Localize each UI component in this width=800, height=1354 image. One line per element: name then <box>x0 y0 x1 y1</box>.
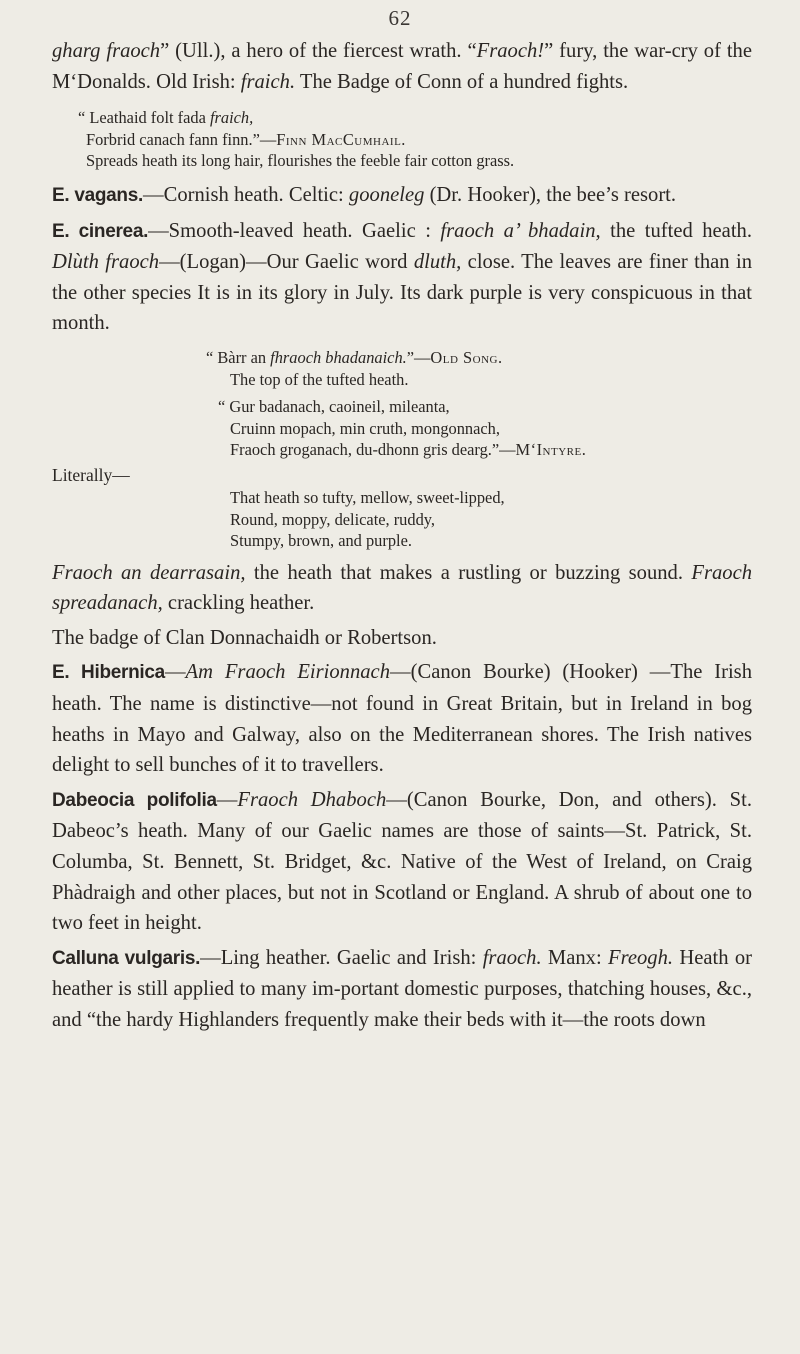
text-run: —Cornish heath. Celtic: <box>143 183 349 206</box>
literally-label: Literally— <box>52 464 130 485</box>
text-run: ” fury, the war-cry of the M‘Donalds. Old Irish: <box>52 40 752 93</box>
text-run: —Ling heather. Gaelic and Irish: <box>200 946 483 969</box>
entry-erica-vagans <box>52 180 752 212</box>
italic-term: fhraoch bhadanaich. <box>270 347 407 367</box>
text-run: Manx: <box>541 946 609 969</box>
italic-term: fraich, <box>209 108 254 128</box>
species-name: E. vagans. <box>52 184 143 206</box>
verse-line <box>230 439 752 461</box>
italic-term: Dlùth fraoch <box>52 251 160 274</box>
italic-term: Fraoch an dearrasain, <box>52 561 246 584</box>
text-run: ” (Ull.), a hero of the fiercest wrath. “ <box>160 40 477 62</box>
verse-line: Cruinn mopach, min cruth, mongonnach, <box>230 418 500 438</box>
literal-translation <box>230 487 752 552</box>
entry-erica-cinerea <box>52 216 752 339</box>
verse-line: Stumpy, brown, and purple. <box>230 531 412 551</box>
attribution: Finn MacCumhail. <box>276 129 406 149</box>
text-run: “ Leathaid folt fada <box>78 108 210 128</box>
page-body <box>52 36 752 1036</box>
paragraph-fraoch-war-cry <box>52 36 752 97</box>
attribution: Old Song. <box>430 347 503 367</box>
italic-term: Freogh. <box>608 946 674 969</box>
italic-term: dluth, <box>413 251 462 274</box>
italic-term: fraoch a’ bhadain, <box>440 219 601 242</box>
italic-term: Fraoch Dhaboch <box>237 788 387 811</box>
italic-term: Fraoch! <box>476 40 545 62</box>
verse-line: “ Gur badanach, caoineil, mileanta, <box>218 397 450 417</box>
verse-line <box>206 347 752 369</box>
italic-term: fraich. <box>240 70 296 93</box>
text-run: The Badge of Conn of a hundred fights. <box>295 70 629 93</box>
italic-term: gooneleg <box>348 183 425 206</box>
attribution: M‘Intyre. <box>515 440 587 460</box>
species-name: E. cinerea. <box>52 220 149 242</box>
text-run: — <box>216 788 238 811</box>
text-run: “ Bàrr an <box>206 347 271 367</box>
italic-term: fraoch. <box>482 946 542 969</box>
entry-erica-hibernica <box>52 657 752 780</box>
verse-quote-song <box>206 347 752 461</box>
text-run: ”— <box>406 347 431 367</box>
text-run: the heath that makes a rustling or buzzing sound. <box>245 561 692 584</box>
species-name: E. Hibernica <box>52 662 165 684</box>
verse-line: Spreads heath its long hair, flourishes the feeble fair cotton grass. <box>86 151 515 171</box>
text-run: the tufted heath. <box>600 219 752 242</box>
verse-line: That heath so tufty, mellow, sweet-lipped, <box>230 487 505 507</box>
verse-line <box>78 107 752 129</box>
text-run: —Smooth-leaved heath. Gaelic : <box>148 219 441 242</box>
text-run: —(Canon Bourke) (Hooker) —The Irish heath. The name is distinctive—not found in Great Britain, but in Ireland in bog heaths in Mayo and Galway, also on the Mediterranean shores. The Irish natives delight to sell bunches of it to travellers. <box>52 661 752 777</box>
text-run: Fraoch groganach, du-dhonn gris dearg.”— <box>230 440 516 460</box>
text-run: — <box>164 661 186 684</box>
text-run: crackling heather. <box>162 592 315 615</box>
entry-calluna-vulgaris <box>52 943 752 1036</box>
entry-dabeocia-polifolia <box>52 785 752 939</box>
text-run: close. The leaves are finer than in the other species It is in its glory in July. Its dark purple is very conspicuous in that month. <box>52 251 753 335</box>
text-run: Heath or heather is still applied to many im-portant domestic purposes, thatching houses, &c., and “the hardy Highlanders frequently make their beds with it—the roots down <box>52 946 752 1031</box>
verse-quote-finn <box>78 107 752 172</box>
italic-term: Fraoch spreadanach, <box>52 561 752 615</box>
page-number: 62 <box>388 6 412 30</box>
italic-term: gharg fraoch <box>52 40 161 62</box>
verse-line <box>86 129 752 151</box>
paragraph-fraoch-names <box>52 558 752 619</box>
text-run: —(Logan)—Our Gaelic word <box>159 251 414 274</box>
species-name: Dabeocia polifolia <box>52 789 217 811</box>
verse-line: Round, moppy, delicate, ruddy, <box>230 509 435 529</box>
text-run: (Dr. Hooker), the bee’s resort. <box>424 183 677 206</box>
text-run: —(Canon Bourke, Don, and others). St. Dabeoc’s heath. Many of our Gaelic names are those of saints—St. Patrick, St. Columba, St. Bennett, St. Bridget, &c. Native of the West of Ireland, on Craig Phàdraigh and other places, but not in Scotland or England. A shrub of about one to two feet in height. <box>52 788 752 935</box>
italic-term: Am Fraoch Eirionnach <box>185 661 390 684</box>
text-run: Forbrid canach fann finn.”— <box>86 129 277 149</box>
species-name: Calluna vulgaris. <box>52 947 201 969</box>
verse-line: The top of the tufted heath. <box>230 369 409 389</box>
paragraph-clan-badge: The badge of Clan Donnachaidh or Robertson. <box>52 626 437 649</box>
